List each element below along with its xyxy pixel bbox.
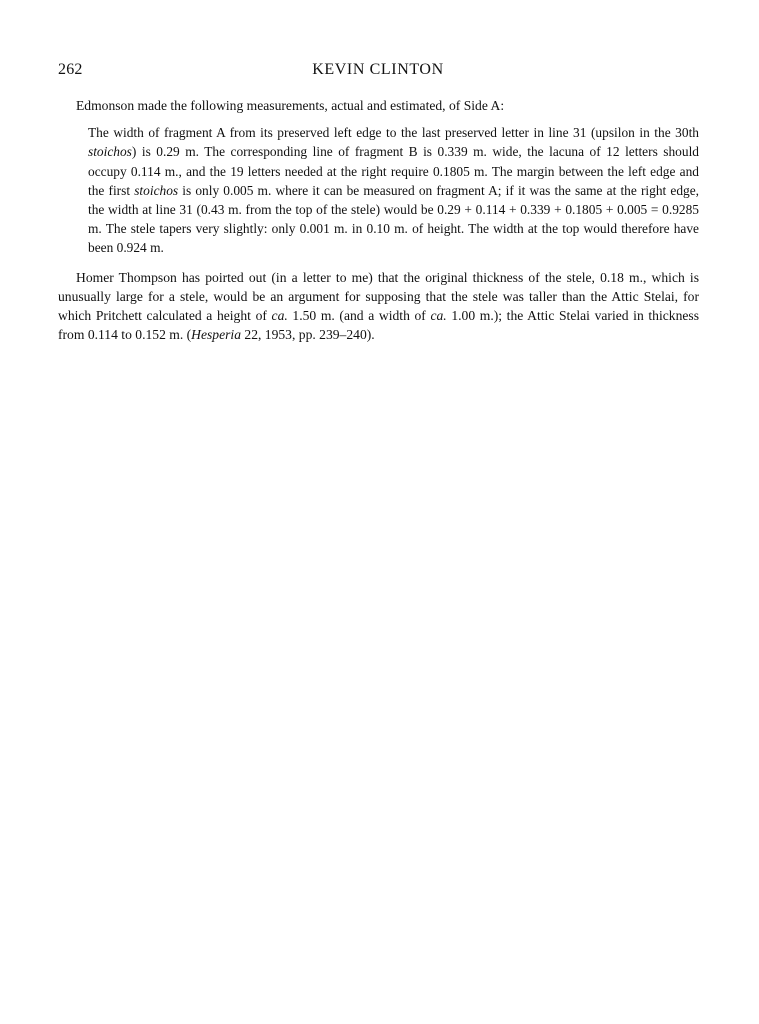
para-italic-ca-1: ca.: [271, 308, 288, 324]
intro-paragraph: Edmonson made the following measurements, actual and estimated, of Side A:: [76, 98, 505, 113]
para-italic-ca-2: ca.: [430, 308, 447, 324]
para-text-2: 1.50 m. (and a width of: [287, 308, 431, 324]
thompson-paragraph: [58, 268, 699, 345]
quote-italic-stoichos-1: stoichos: [88, 144, 132, 160]
para-text-1: Homer Thompson has poirted out (in a letter to me) that the original thickness of the stele, 0.18 m., which is unusually large for a stele, would be an argument for supposing that the stele was taller than the Attic Stelai, for which Pritchett calculated a height of: [58, 269, 699, 324]
quote-text-3: is only 0.005 m. where it can be measured on fragment A; if it was the same at the right edge, the width at line 31 (0.43 m. from the top of the stele) would be 0.29 + 0.114 + 0.339 + 0.1805 + 0.005 = 0.9285 m. The stele tapers very slightly: only 0.001 m. in 0.10 m. of height. The width at the top would therefore have been 0.924 m.: [88, 182, 700, 256]
para-text-4: 22, 1953, pp. 239–240).: [241, 327, 375, 343]
page-number: 262: [58, 61, 83, 78]
quote-text-1: The width of fragment A from its preserved left edge to the last preserved letter in line 31 (upsilon in the 30th: [88, 125, 699, 141]
body-text: [58, 96, 699, 344]
quote-text-2: ) is 0.29 m. The corresponding line of fragment B is 0.339 m. wide, the lacuna of 12 letters should occupy 0.114 m., and the 19 letters needed at the right require 0.1805 m. The margin between the left edge and the first: [88, 144, 699, 198]
running-header: [58, 61, 698, 83]
block-quote: [88, 123, 699, 257]
para-italic-hesperia: Hesperia: [191, 327, 241, 343]
quote-italic-stoichos-2: stoichos: [134, 182, 179, 198]
para-text-3: 1.00 m.); the Attic Stelai varied in thickness from 0.114 to 0.152 m. (: [58, 308, 699, 343]
running-title: KEVIN CLINTON: [312, 61, 444, 78]
